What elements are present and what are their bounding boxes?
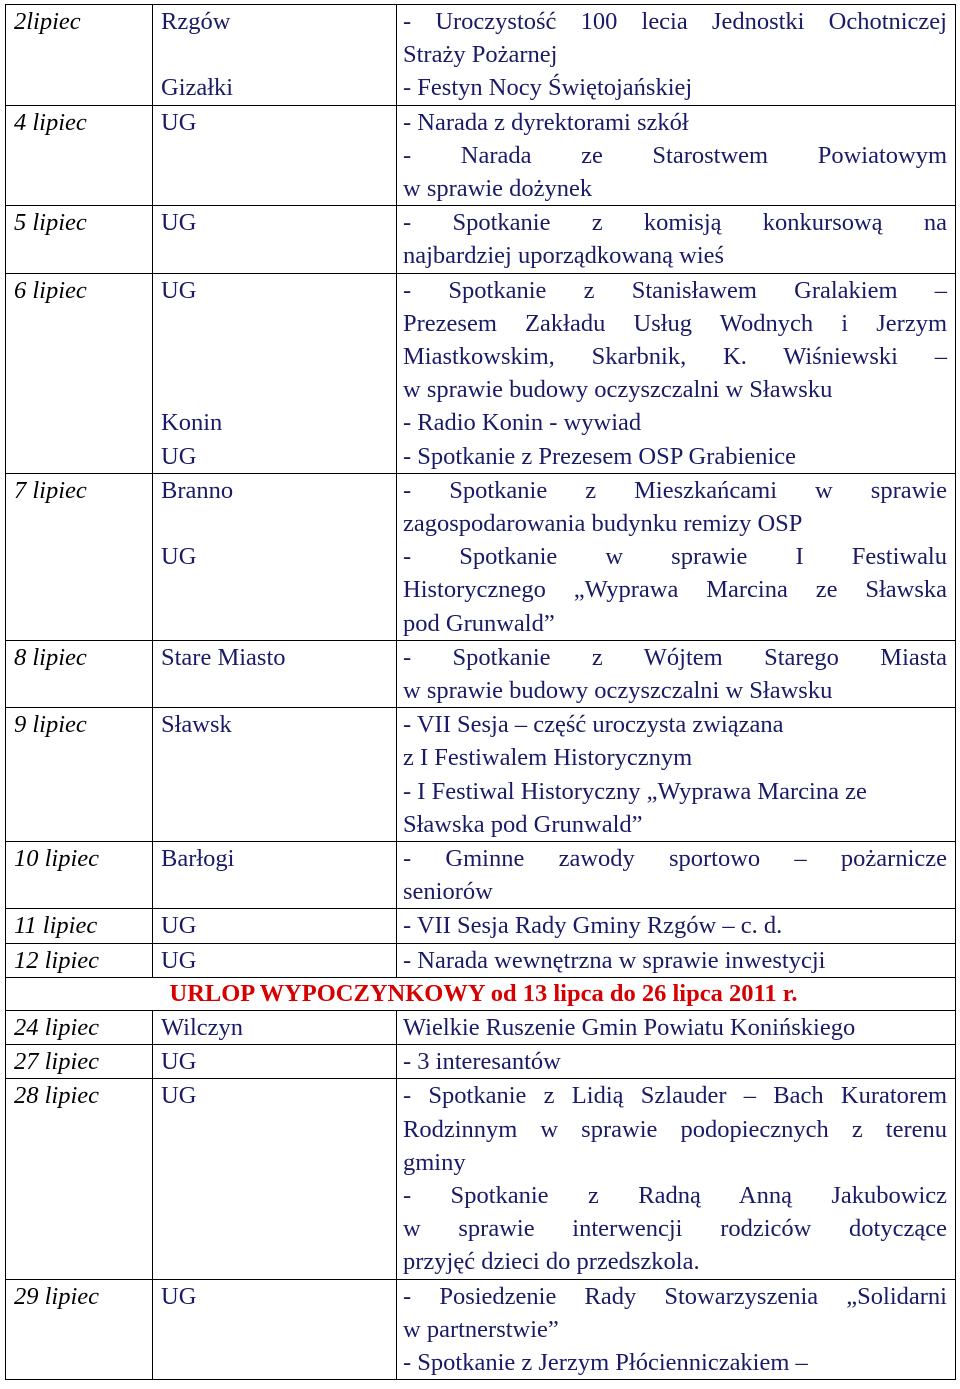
description-line: Miastkowskim, Skarbnik, K. Wiśniewski – [403, 343, 947, 371]
place-line: UG [161, 276, 197, 304]
description-line: Prezesem Zakładu Usług Wodnych i Jerzym [403, 309, 947, 337]
description-line: w sprawie budowy oczyszczalni w Sławsku [403, 677, 833, 705]
place-cell [153, 273, 397, 473]
description-cell [397, 473, 956, 640]
place-cell [153, 5, 397, 106]
place-line [161, 373, 396, 406]
place-cell [153, 105, 397, 206]
table-row [6, 5, 956, 106]
description-cell [397, 943, 956, 977]
place-line [161, 340, 396, 373]
description-line: - VII Sesja – część uroczysta związana [403, 711, 784, 739]
date-cell: 4 lipiec [6, 105, 153, 206]
place-cell [153, 842, 397, 909]
date-cell: 6 lipiec [6, 273, 153, 473]
description-cell [397, 273, 956, 473]
date-cell: 10 lipiec [6, 842, 153, 909]
table-row [6, 1279, 956, 1380]
description-line: - Spotkanie z komisją konkursową na [403, 209, 947, 237]
description-line: - Radio Konin - wywiad [403, 409, 642, 437]
description-line: w sprawie budowy oczyszczalni w Sławsku [403, 376, 833, 404]
place-line: UG [161, 912, 197, 940]
date-cell: 2lipiec [6, 5, 153, 106]
date-cell: 27 lipiec [6, 1045, 153, 1079]
place-line [161, 507, 396, 540]
description-line: - Narada wewnętrzna w sprawie inwestycji [403, 946, 826, 974]
table-row [6, 1079, 956, 1279]
description-line: - Spotkanie z Radną Anną Jakubowicz [403, 1181, 947, 1209]
date-cell: 5 lipiec [6, 206, 153, 273]
date-cell: 7 lipiec [6, 473, 153, 640]
table-row [6, 273, 956, 473]
description-cell [397, 1010, 956, 1044]
description-line: - Spotkanie z Wójtem Starego Miasta [403, 643, 947, 671]
place-cell [153, 708, 397, 842]
description-line: Rodzinnym w sprawie podopiecznych z terenu [403, 1115, 947, 1143]
description-line: - Spotkanie z Stanisławem Gralakiem – [403, 276, 947, 304]
description-cell [397, 708, 956, 842]
place-line: UG [161, 442, 197, 470]
vacation-banner-row [6, 977, 956, 1010]
place-line: Rzgów [161, 8, 231, 35]
description-line: zagospodarowania budynku remizy OSP [403, 510, 803, 538]
date-cell: 11 lipiec [6, 909, 153, 943]
description-cell [397, 640, 956, 707]
description-line: najbardziej uporządkowaną wieś [403, 242, 725, 270]
description-line: seniorów [403, 878, 493, 906]
place-line: UG [161, 108, 197, 136]
table-row [6, 1010, 956, 1044]
description-cell [397, 5, 956, 106]
table-row [6, 909, 956, 943]
description-line: przyjęć dzieci do przedszkola. [403, 1248, 700, 1276]
place-line: UG [161, 946, 197, 974]
description-cell [397, 105, 956, 206]
description-line: Sławska pod Grunwald” [403, 810, 643, 838]
table-row [6, 1045, 956, 1079]
description-line: - Spotkanie z Lidią Szlauder – Bach Kuratorem [403, 1082, 947, 1110]
place-cell [153, 206, 397, 273]
date-cell: 12 lipiec [6, 943, 153, 977]
place-line: Stare Miasto [161, 643, 286, 671]
description-cell [397, 842, 956, 909]
description-line: - Gminne zawody sportowo – pożarnicze [403, 845, 947, 873]
date-cell: 29 lipiec [6, 1279, 153, 1380]
place-cell [153, 1045, 397, 1079]
place-cell [153, 640, 397, 707]
table-row [6, 473, 956, 640]
description-cell [397, 1079, 956, 1279]
description-line: w sprawie interwencji rodziców dotyczące [403, 1215, 947, 1243]
description-line: Straży Pożarnej [403, 41, 558, 69]
description-line: Wielkie Ruszenie Gmin Powiatu Konińskiego [403, 1013, 856, 1041]
place-line: UG [161, 1048, 197, 1076]
description-line: pod Grunwald” [403, 609, 555, 637]
place-cell [153, 1010, 397, 1044]
date-cell: 8 lipiec [6, 640, 153, 707]
place-line: Barłogi [161, 845, 235, 873]
description-line: Historycznego „Wyprawa Marcina ze Sławska [403, 576, 947, 604]
place-line: Branno [161, 476, 234, 504]
description-line: w sprawie dożynek [403, 175, 593, 203]
description-line: - Posiedzenie Rady Stowarzyszenia „Solidarni [403, 1282, 947, 1310]
vacation-banner: URLOP WYPOCZYNKOWY od 13 lipca do 26 lipca 2011 r. [6, 977, 956, 1010]
place-line [161, 38, 396, 71]
place-line: UG [161, 1082, 197, 1110]
table-row [6, 943, 956, 977]
description-line: - Narada z dyrektorami szkół [403, 108, 689, 136]
place-cell [153, 1279, 397, 1380]
description-cell [397, 1279, 956, 1380]
calendar-table [5, 4, 956, 1380]
place-line: UG [161, 209, 197, 237]
description-line: - Spotkanie z Jerzym Płócienniczakiem – [403, 1348, 808, 1376]
place-line [161, 307, 396, 340]
table-row [6, 842, 956, 909]
place-line: UG [161, 1282, 197, 1310]
date-cell: 28 lipiec [6, 1079, 153, 1279]
place-line: Gizałki [161, 74, 234, 102]
description-line: - VII Sesja Rady Gminy Rzgów – c. d. [403, 912, 783, 940]
table-row [6, 105, 956, 206]
place-line: Konin [161, 409, 223, 437]
description-line: - Festyn Nocy Świętojańskiej [403, 74, 693, 102]
place-cell [153, 943, 397, 977]
date-cell: 9 lipiec [6, 708, 153, 842]
description-cell [397, 909, 956, 943]
description-line: - Spotkanie w sprawie I Festiwalu [403, 543, 947, 571]
description-line: z I Festiwalem Historycznym [403, 744, 693, 772]
description-line: - 3 interesantów [403, 1048, 561, 1076]
place-line: Sławsk [161, 711, 232, 739]
place-cell [153, 909, 397, 943]
description-line: - Uroczystość 100 lecia Jednostki Ochotniczej [403, 8, 947, 35]
place-cell [153, 1079, 397, 1279]
table-row [6, 640, 956, 707]
place-line: UG [161, 543, 197, 571]
place-cell [153, 473, 397, 640]
description-line: gminy [403, 1148, 466, 1176]
table-row [6, 206, 956, 273]
description-line: - Spotkanie z Prezesem OSP Grabienice [403, 442, 797, 470]
description-line: w partnerstwie” [403, 1315, 559, 1343]
description-line: - I Festiwal Historyczny „Wyprawa Marcina ze [403, 777, 867, 805]
description-line: - Narada ze Starostwem Powiatowym [403, 141, 947, 169]
date-cell: 24 lipiec [6, 1010, 153, 1044]
description-cell [397, 1045, 956, 1079]
description-cell [397, 206, 956, 273]
place-line: Wilczyn [161, 1013, 244, 1041]
table-row [6, 708, 956, 842]
description-line: - Spotkanie z Mieszkańcami w sprawie [403, 476, 947, 504]
